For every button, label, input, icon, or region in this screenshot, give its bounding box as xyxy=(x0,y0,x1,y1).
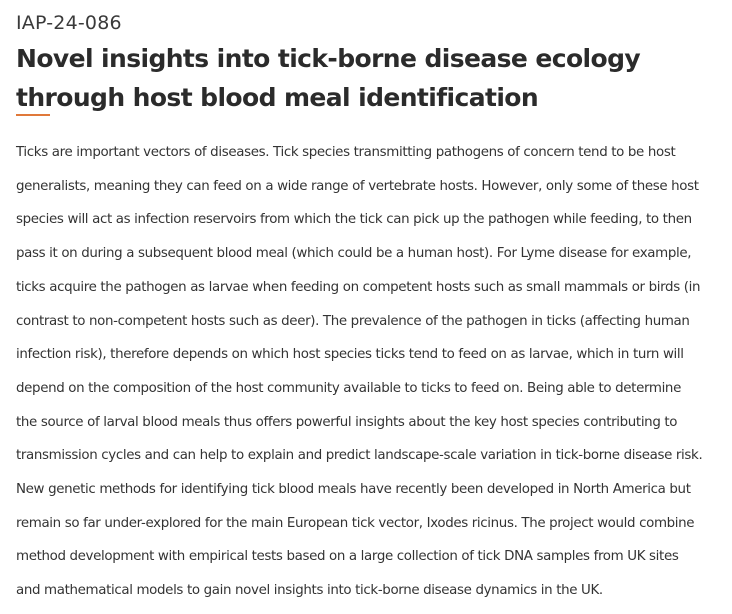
description-line: method development with empirical tests based on a large collection of tick DNA samples from UK sites xyxy=(16,549,679,565)
description-line: infection risk), therefore depends on which host species ticks tend to feed on as larvae, which in turn will xyxy=(16,347,684,363)
description-line: pass it on during a subsequent blood meal (which could be a human host). For Lyme disease for example, xyxy=(16,246,692,262)
description-line: species will act as infection reservoirs from which the tick can pick up the pathogen while feeding, to then xyxy=(16,212,692,228)
description-line: transmission cycles and can help to explain and predict landscape-scale variation in tick-borne disease risk. xyxy=(16,448,703,464)
description-line: generalists, meaning they can feed on a wide range of vertebrate hosts. However, only some of these host xyxy=(16,178,699,194)
page-title: Novel insights into tick-borne disease ecology through host blood meal identification xyxy=(16,44,641,112)
description-line: depend on the composition of the host community available to ticks to feed on. Being able to determine xyxy=(16,380,681,396)
description-line: the source of larval blood meals thus offers powerful insights about the key host species contributing to xyxy=(16,414,678,430)
description-line: contrast to non-competent hosts such as deer). The prevalence of the pathogen in ticks (affecting human xyxy=(16,313,690,329)
description-line: and mathematical models to gain novel insights into tick-borne disease dynamics in the UK. xyxy=(16,583,603,599)
description-line: remain so far under-explored for the main European tick vector, Ixodes ricinus. The project would combine xyxy=(16,515,695,531)
description-line: Ticks are important vectors of diseases. Tick species transmitting pathogens of concern tend to be host xyxy=(16,145,676,160)
title-accent-underline xyxy=(16,114,50,116)
description-line: New genetic methods for identifying tick blood meals have recently been developed in North America but xyxy=(16,482,691,498)
project-description xyxy=(16,136,703,608)
project-code: IAP-24-086 xyxy=(16,12,122,34)
description-line: ticks acquire the pathogen as larvae when feeding on competent hosts such as small mammals or birds (in xyxy=(16,279,701,295)
